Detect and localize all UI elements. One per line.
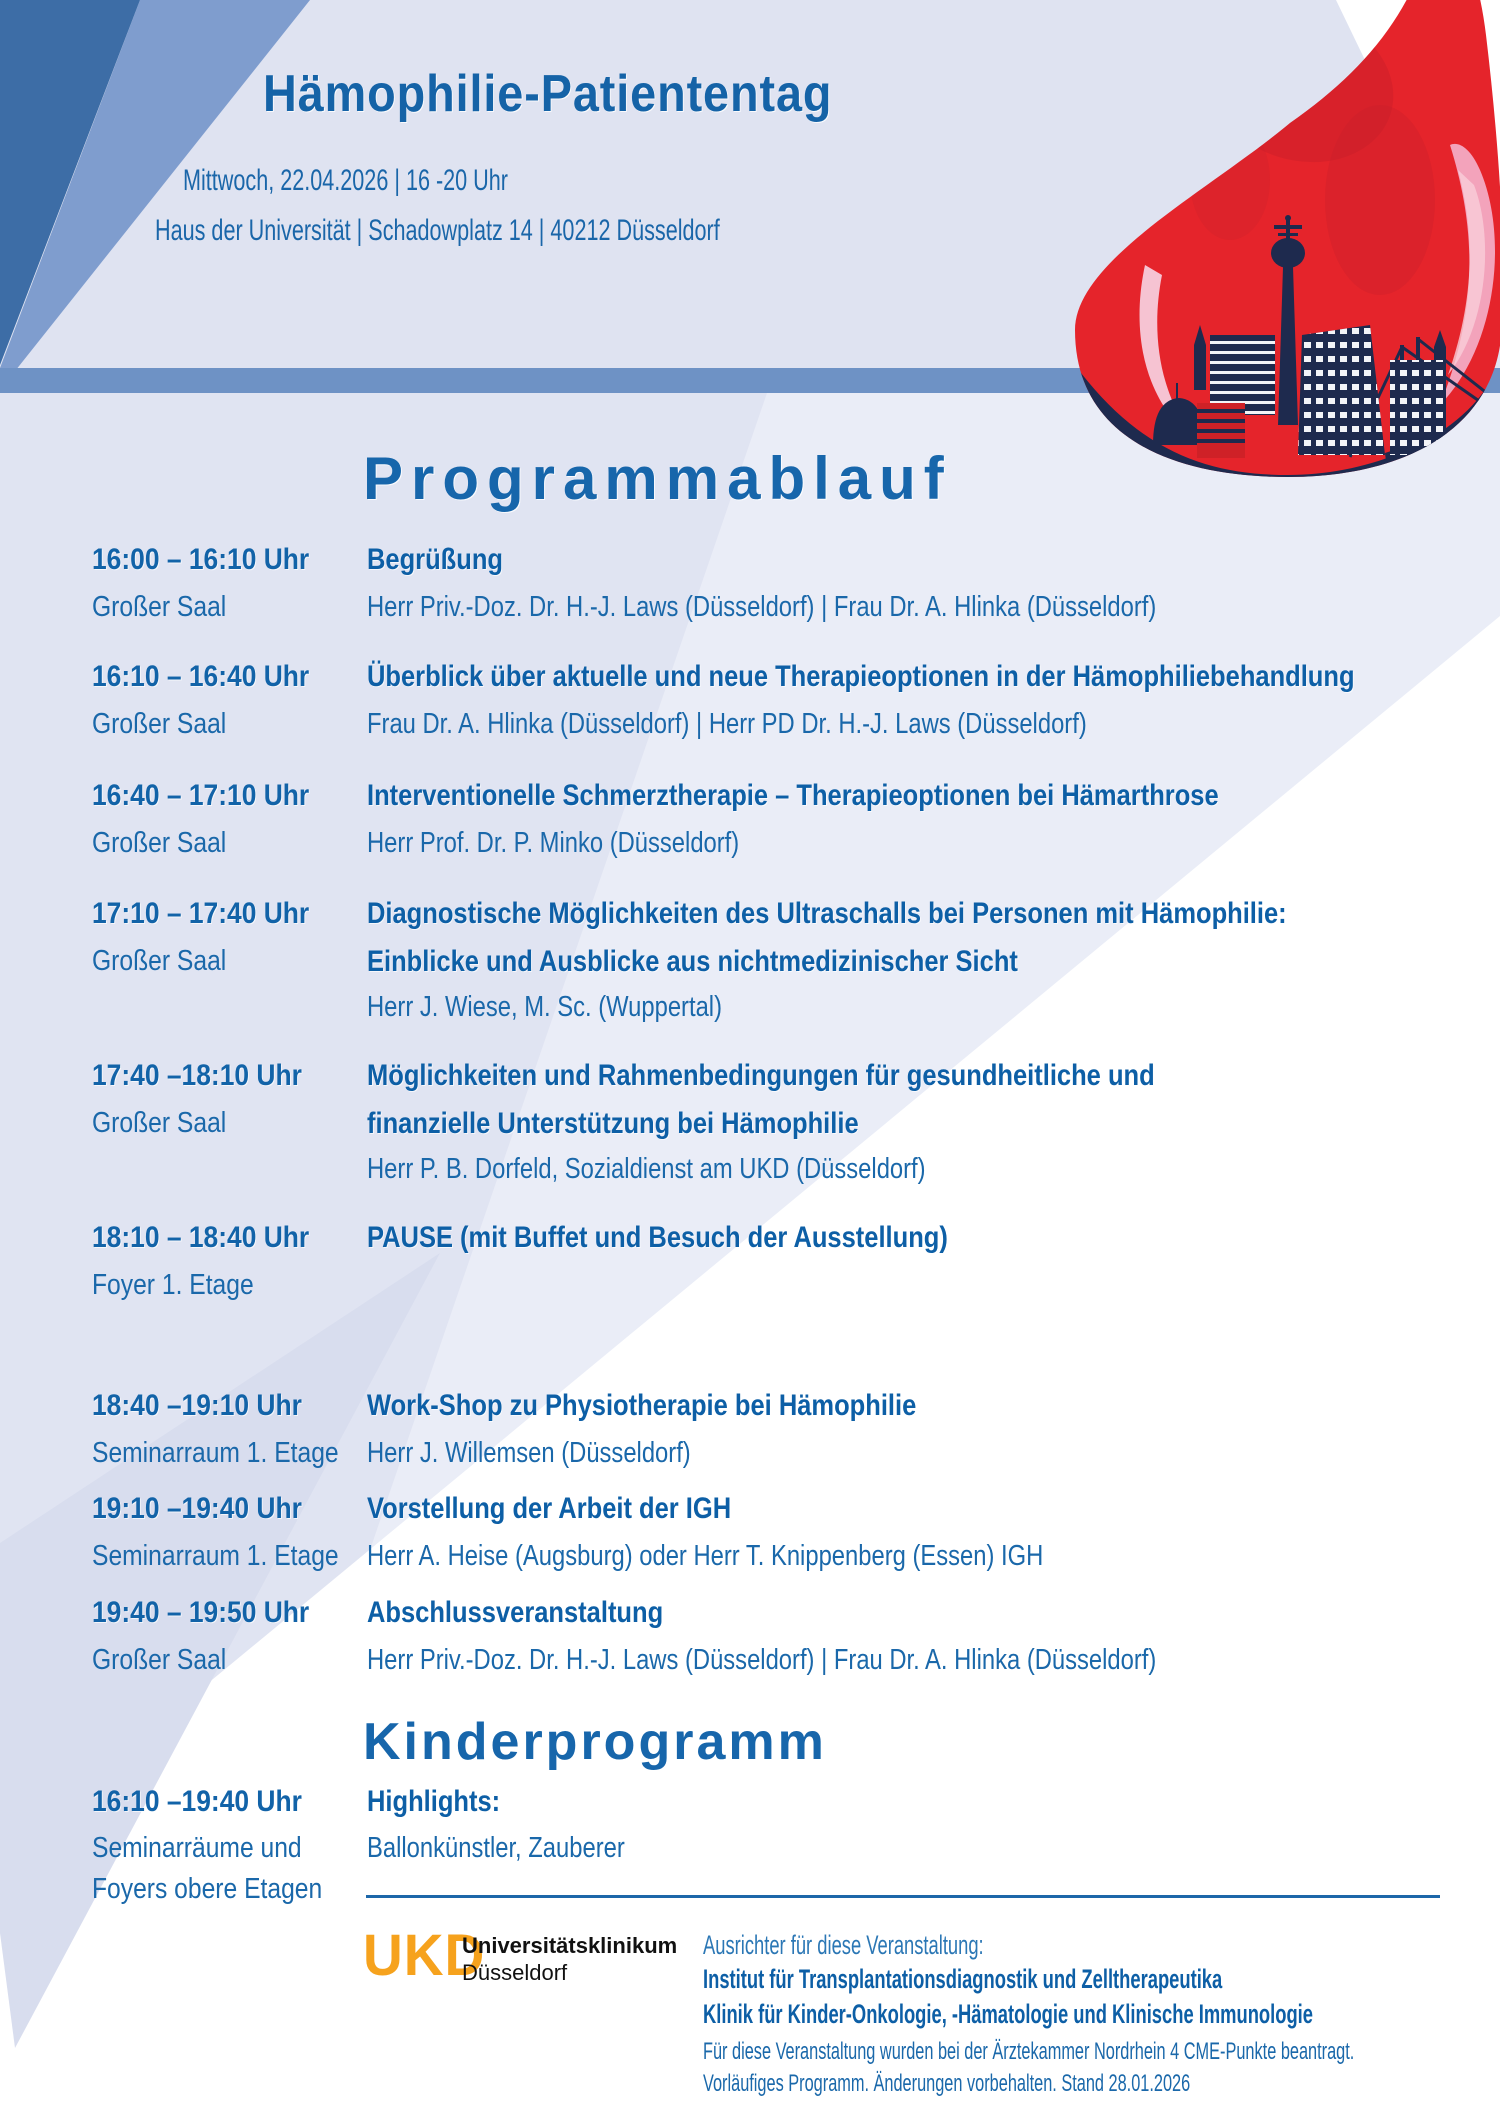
ukd-logo-name: Universitätsklinikum <box>462 1933 678 1958</box>
item-location: Großer Saal <box>92 1644 227 1676</box>
item-speakers: Herr Priv.-Doz. Dr. H.-J. Laws (Düsseldorf) | Frau Dr. A. Hlinka (Düsseldorf) <box>367 591 1157 623</box>
kinder-heading: Kinderprogramm <box>363 1713 827 1771</box>
kinder-location2: Foyers obere Etagen <box>92 1873 323 1905</box>
item-title: Begrüßung <box>367 543 503 576</box>
item-speakers: Herr J. Willemsen (Düsseldorf) <box>367 1437 691 1469</box>
item-title: Möglichkeiten und Rahmenbedingungen für gesundheitliche und <box>367 1059 1155 1092</box>
item-speakers: Herr A. Heise (Augsburg) oder Herr T. Knippenberg (Essen) IGH <box>367 1540 1044 1572</box>
item-time: 17:40 –18:10 Uhr <box>92 1059 302 1092</box>
ukd-logo-city: Düsseldorf <box>462 1960 568 1985</box>
item-time: 16:10 – 16:40 Uhr <box>92 660 310 693</box>
organizer-institute: Institut für Transplantationsdiagnostik und Zelltherapeutika <box>703 1964 1223 1994</box>
item-time: 19:10 –19:40 Uhr <box>92 1492 302 1525</box>
organizer-label: Ausrichter für diese Veranstaltung: <box>703 1930 984 1960</box>
organizer-clinic: Klinik für Kinder-Onkologie, -Hämatologie und Klinische Immunologie <box>703 1999 1314 2029</box>
kinder-title: Highlights: <box>367 1785 501 1818</box>
item-time: 19:40 – 19:50 Uhr <box>92 1596 310 1629</box>
event-date: Mittwoch, 22.04.2026 | 16 -20 Uhr <box>183 164 509 197</box>
item-location: Großer Saal <box>92 591 227 623</box>
footer-note-cme: Für diese Veranstaltung wurden bei der Ärztekammer Nordrhein 4 CME-Punkte beantragt. <box>703 2038 1355 2065</box>
kinder-location: Seminarräume und <box>92 1832 302 1864</box>
item-location: Seminarraum 1. Etage <box>92 1437 339 1469</box>
item-speakers: Herr P. B. Dorfeld, Sozialdienst am UKD (Düsseldorf) <box>367 1153 926 1185</box>
item-time: 18:10 – 18:40 Uhr <box>92 1221 310 1254</box>
item-time: 16:40 – 17:10 Uhr <box>92 779 310 812</box>
item-time: 17:10 – 17:40 Uhr <box>92 897 310 930</box>
kinder-time: 16:10 –19:40 Uhr <box>92 1785 302 1818</box>
item-title: PAUSE (mit Buffet und Besuch der Ausstellung) <box>367 1221 948 1254</box>
item-location: Foyer 1. Etage <box>92 1269 254 1301</box>
item-title: Überblick über aktuelle und neue Therapieoptionen in der Hämophiliebehandlung <box>367 660 1355 693</box>
event-venue: Haus der Universität | Schadowplatz 14 | 40212 Düsseldorf <box>155 214 720 247</box>
item-location: Großer Saal <box>92 827 227 859</box>
item-location: Großer Saal <box>92 1107 227 1139</box>
item-speakers: Herr Priv.-Doz. Dr. H.-J. Laws (Düsseldorf) | Frau Dr. A. Hlinka (Düsseldorf) <box>367 1644 1157 1676</box>
footer-note-status: Vorläufiges Programm. Änderungen vorbehalten. Stand 28.01.2026 <box>703 2070 1191 2097</box>
item-title: Diagnostische Möglichkeiten des Ultraschalls bei Personen mit Hämophilie: <box>367 897 1287 930</box>
blood-drop-icon <box>1050 0 1500 490</box>
program-heading: Programmablauf <box>363 445 952 512</box>
kinder-description: Ballonkünstler, Zauberer <box>367 1832 625 1864</box>
footer-separator <box>366 1895 1440 1898</box>
item-title-line2: Einblicke und Ausblicke aus nichtmedizinischer Sicht <box>367 945 1018 978</box>
item-location: Seminarraum 1. Etage <box>92 1540 339 1572</box>
item-speakers: Frau Dr. A. Hlinka (Düsseldorf) | Herr PD Dr. H.-J. Laws (Düsseldorf) <box>367 708 1087 740</box>
item-title: Interventionelle Schmerztherapie – Therapieoptionen bei Hämarthrose <box>367 779 1219 812</box>
item-speakers: Herr J. Wiese, M. Sc. (Wuppertal) <box>367 991 723 1023</box>
item-time: 16:00 – 16:10 Uhr <box>92 543 310 576</box>
item-time: 18:40 –19:10 Uhr <box>92 1389 302 1422</box>
item-location: Großer Saal <box>92 708 227 740</box>
item-location: Großer Saal <box>92 945 227 977</box>
item-title: Abschlussveranstaltung <box>367 1596 664 1629</box>
item-title: Work-Shop zu Physiotherapie bei Hämophilie <box>367 1389 917 1422</box>
page-title: Hämophilie-Patiententag <box>263 65 833 123</box>
item-speakers: Herr Prof. Dr. P. Minko (Düsseldorf) <box>367 827 740 859</box>
ukd-logo: UKD <box>363 1923 486 1988</box>
item-title-line2: finanzielle Unterstützung bei Hämophilie <box>367 1107 859 1140</box>
item-title: Vorstellung der Arbeit der IGH <box>367 1492 732 1525</box>
